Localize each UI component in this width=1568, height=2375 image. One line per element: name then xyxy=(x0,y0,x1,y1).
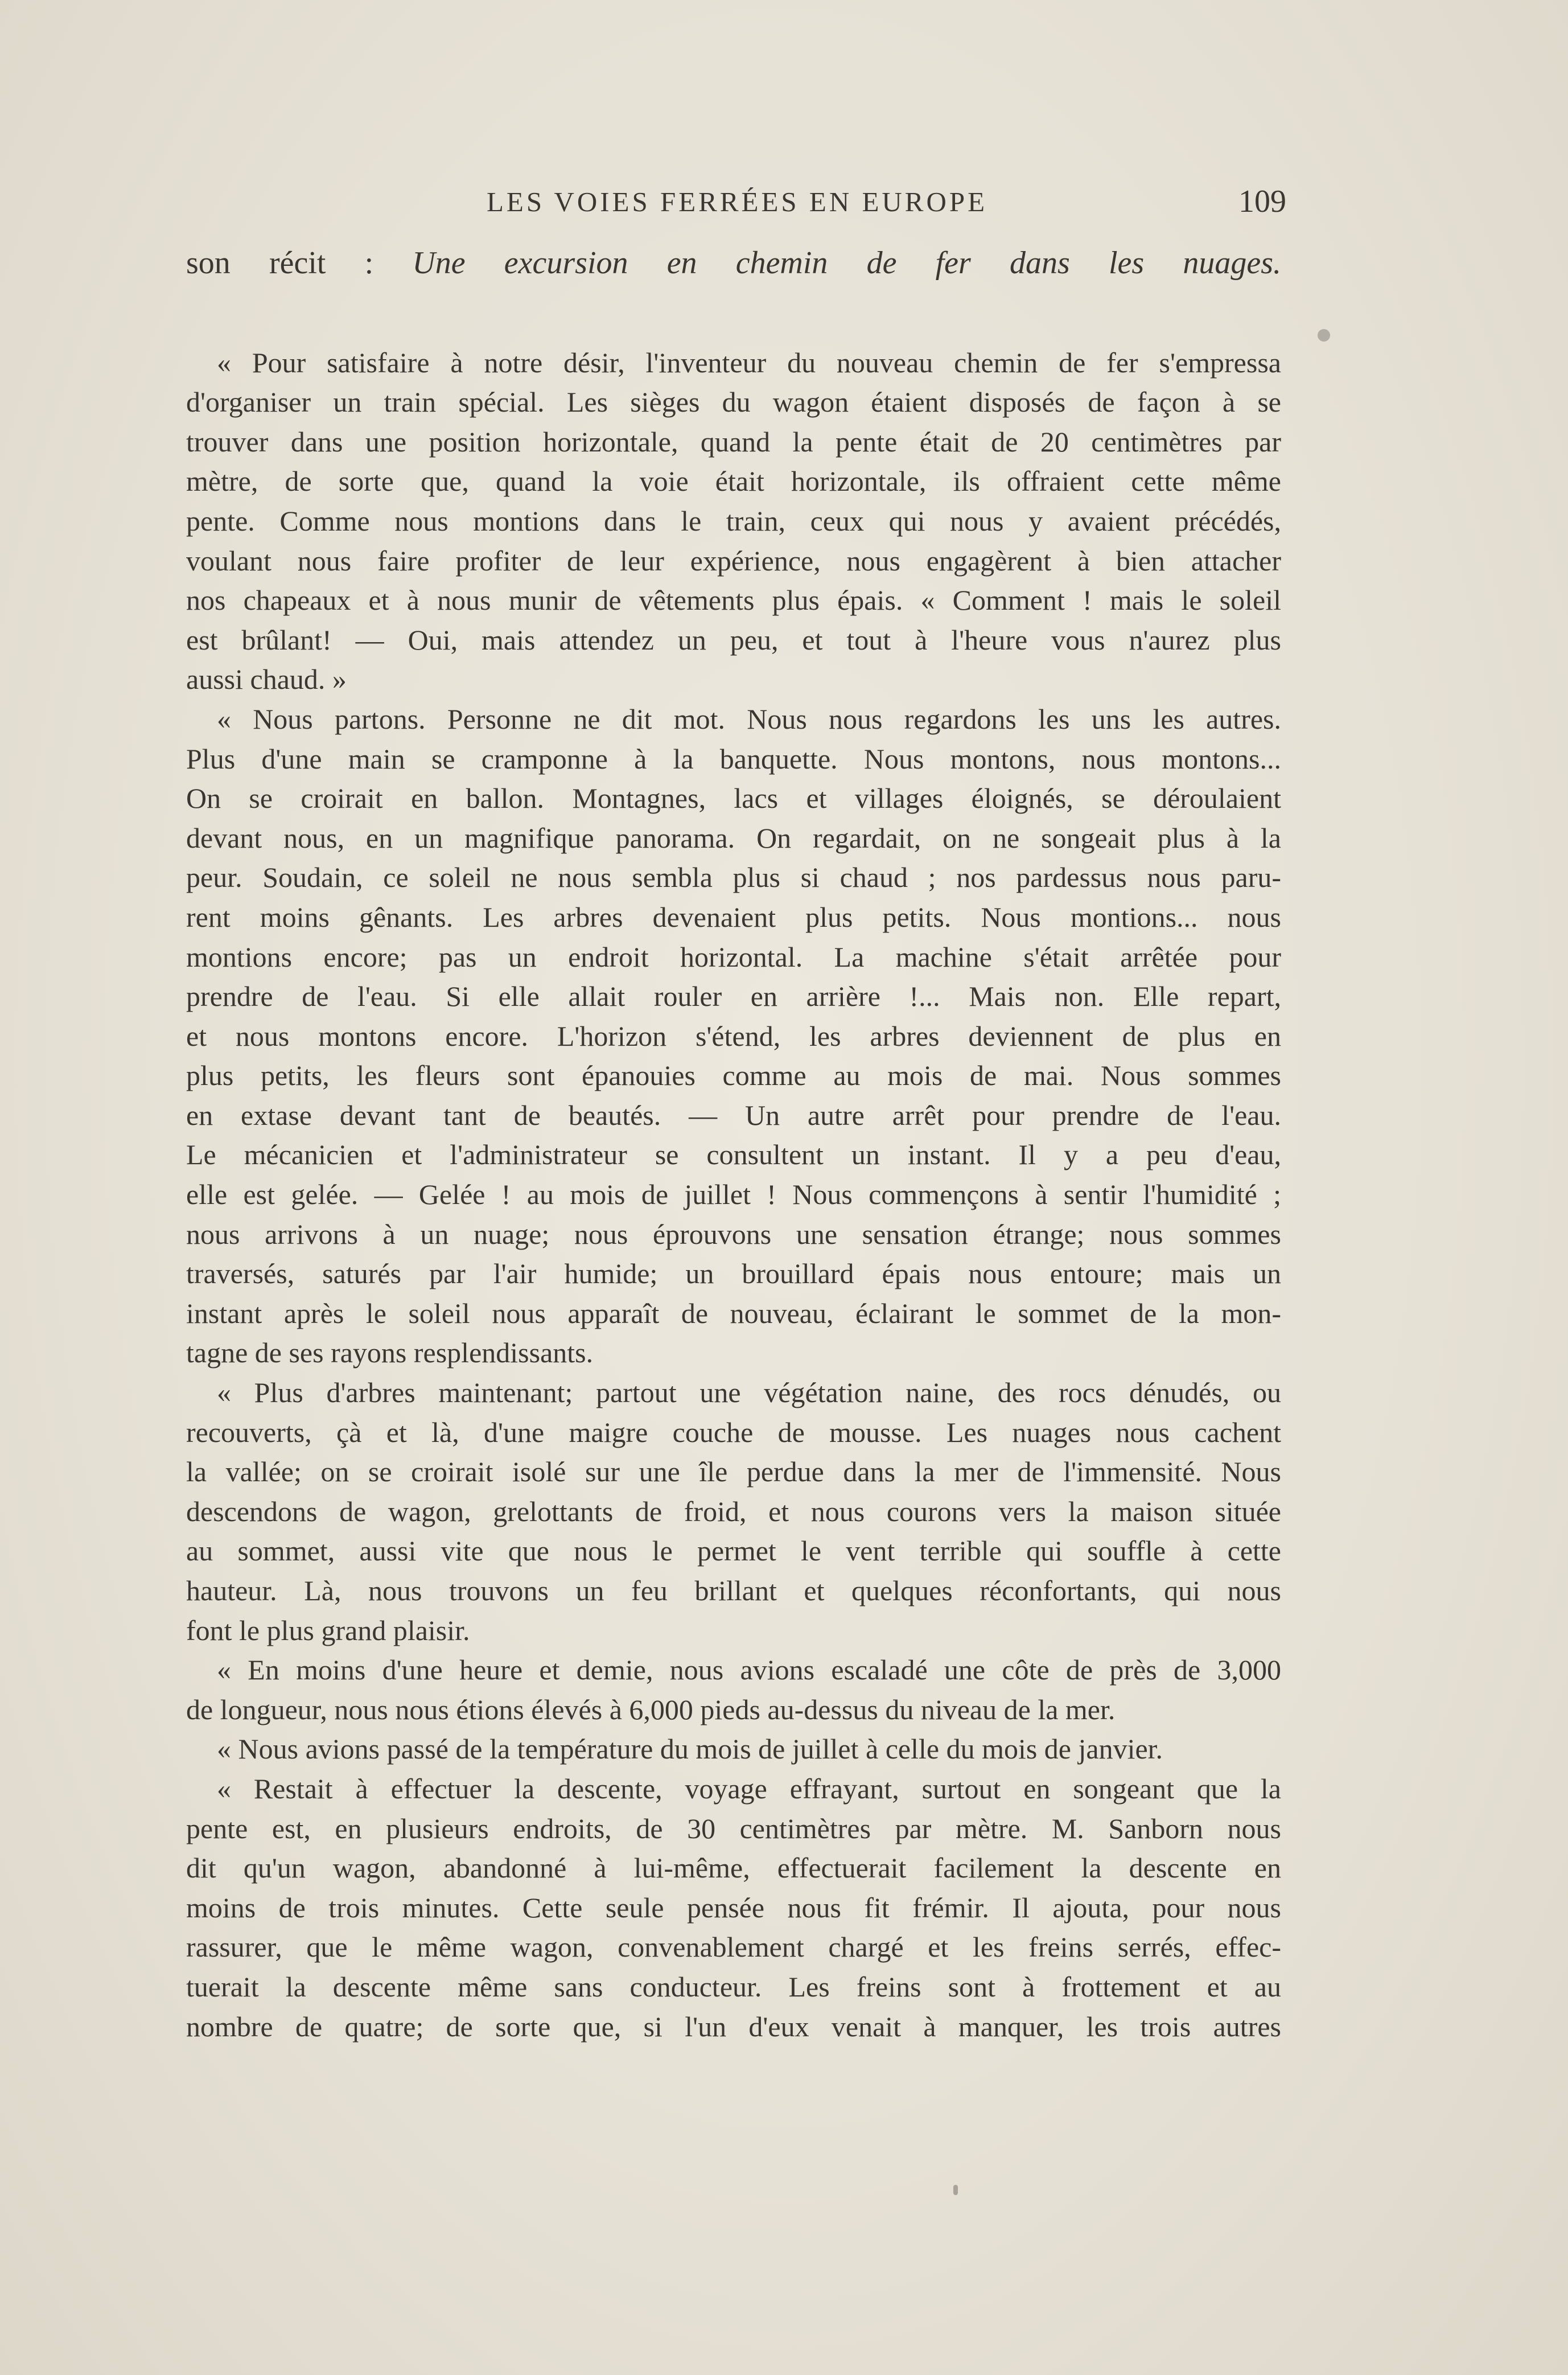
text-line: « Plus d'arbres maintenant; partout une végétation naine, des rocs dénudés, ou xyxy=(217,1376,1281,1409)
text-line: montions encore; pas un endroit horizontal. La machine s'était arrêtée pour xyxy=(186,940,1281,973)
opening-prefix: son récit : xyxy=(186,245,374,281)
paper-speck xyxy=(1318,329,1330,342)
text-line: nous arrivons à un nuage; nous éprouvons une sensation étrange; nous sommes xyxy=(186,1218,1281,1250)
text-line: est brûlant! — Oui, mais attendez un peu, et tout à l'heure vous n'aurez plus xyxy=(186,623,1281,656)
text-line: recouverts, çà et là, d'une maigre couche de mousse. Les nuages nous cachent xyxy=(186,1416,1281,1448)
text-line: « Nous partons. Personne ne dit mot. Nous nous regardons les uns les autres. xyxy=(217,702,1281,735)
text-line: « Restait à effectuer la descente, voyage effrayant, surtout en songeant que la xyxy=(217,1772,1281,1805)
text-line: rassurer, que le même wagon, convenablement chargé et les freins serrés, effec- xyxy=(186,1931,1281,1963)
text-line: devant nous, en un magnifique panorama. On regardait, on ne songeait plus à la xyxy=(186,821,1281,854)
text-line: d'organiser un train spécial. Les sièges du wagon étaient disposés de façon à se xyxy=(186,386,1281,418)
text-line: Plus d'une main se cramponne à la banquette. Nous montons, nous montons... xyxy=(186,742,1281,775)
text-line: la vallée; on se croirait isolé sur une île perdue dans la mer de l'immensité. Nous xyxy=(186,1456,1281,1488)
body-text xyxy=(186,244,1281,2047)
paragraph-gap xyxy=(186,283,1281,343)
text-line: nombre de quatre; de sorte que, si l'un d'eux venait à manquer, les trois autres xyxy=(186,2010,1281,2043)
text-line: Le mécanicien et l'administrateur se consultent un instant. Il y a peu d'eau, xyxy=(186,1139,1281,1171)
text-line: et nous montons encore. L'horizon s'étend, les arbres deviennent de plus en xyxy=(186,1020,1281,1052)
text-line: moins de trois minutes. Cette seule pensée nous fit frémir. Il ajouta, pour nous xyxy=(186,1891,1281,1924)
text-line: tuerait la descente même sans conducteur. Les freins sont à frottement et au xyxy=(186,1970,1281,2003)
text-line: descendons de wagon, grelottants de froid, et nous courons vers la maison située xyxy=(186,1495,1281,1527)
text-line: voulant nous faire profiter de leur expérience, nous engagèrent à bien attacher xyxy=(186,544,1281,577)
text-lines xyxy=(186,343,1281,2047)
text-line: elle est gelée. — Gelée ! au mois de juillet ! Nous commençons à sentir l'humidité ; xyxy=(186,1178,1281,1211)
text-line: « Nous avions passé de la température du mois de juillet à celle du mois de janvier. xyxy=(217,1733,1163,1765)
text-line: font le plus grand plaisir. xyxy=(186,1614,470,1646)
page-number: 109 xyxy=(1238,184,1286,219)
text-line: tagne de ses rayons resplendissants. xyxy=(186,1337,594,1369)
text-line: au sommet, aussi vite que nous le permet le vent terrible qui souffle à cette xyxy=(186,1535,1281,1567)
text-line: rent moins gênants. Les arbres devenaient plus petits. Nous montions... nous xyxy=(186,901,1281,933)
text-line: mètre, de sorte que, quand la voie était horizontale, ils offraient cette même xyxy=(186,465,1281,498)
text-line: plus petits, les fleurs sont épanouies comme au mois de mai. Nous sommes xyxy=(186,1059,1281,1092)
opening-line xyxy=(186,244,1281,283)
text-line: hauteur. Là, nous trouvons un feu brillant et quelques réconfortants, qui nous xyxy=(186,1575,1281,1606)
text-line: dit qu'un wagon, abandonné à lui-même, effectuerait facilement la descente en xyxy=(186,1852,1281,1884)
text-line: On se croirait en ballon. Montagnes, lacs et villages éloignés, se déroulaient xyxy=(186,782,1281,815)
running-title: LES VOIES FERRÉES EN EUROPE xyxy=(486,186,988,217)
text-line: de longueur, nous nous étions élevés à 6,000 pieds au-dessus du niveau de la mer. xyxy=(186,1693,1116,1725)
text-line: trouver dans une position horizontale, quand la pente était de 20 centimètres par xyxy=(186,425,1281,458)
text-line: peur. Soudain, ce soleil ne nous sembla plus si chaud ; nos pardessus nous paru- xyxy=(186,861,1281,894)
paper-speck xyxy=(953,2185,958,2195)
text-line: instant après le soleil nous apparaît de nouveau, éclairant le sommet de la mon- xyxy=(186,1297,1281,1329)
text-line: « Pour satisfaire à notre désir, l'inventeur du nouveau chemin de fer s'empressa xyxy=(217,346,1281,379)
text-line: traversés, saturés par l'air humide; un brouillard épais nous entoure; mais un xyxy=(186,1258,1281,1290)
text-line: en extase devant tant de beautés. — Un autre arrêt pour prendre de l'eau. xyxy=(186,1099,1281,1131)
text-line: aussi chaud. » xyxy=(186,663,347,696)
text-line: nos chapeaux et à nous munir de vêtements plus épais. « Comment ! mais le soleil xyxy=(186,584,1281,617)
text-line: prendre de l'eau. Si elle allait rouler en arrière !... Mais non. Elle repart, xyxy=(186,980,1281,1013)
text-line: « En moins d'une heure et demie, nous avions escaladé une côte de près de 3,000 xyxy=(217,1654,1281,1686)
running-header xyxy=(188,183,1286,235)
text-line: pente est, en plusieurs endroits, de 30 centimètres par mètre. M. Sanborn nous xyxy=(186,1812,1281,1844)
excursion-title: Une excursion en chemin de fer dans les nuages. xyxy=(412,245,1281,281)
text-line: pente. Comme nous montions dans le train, ceux qui nous y avaient précédés, xyxy=(186,504,1281,537)
